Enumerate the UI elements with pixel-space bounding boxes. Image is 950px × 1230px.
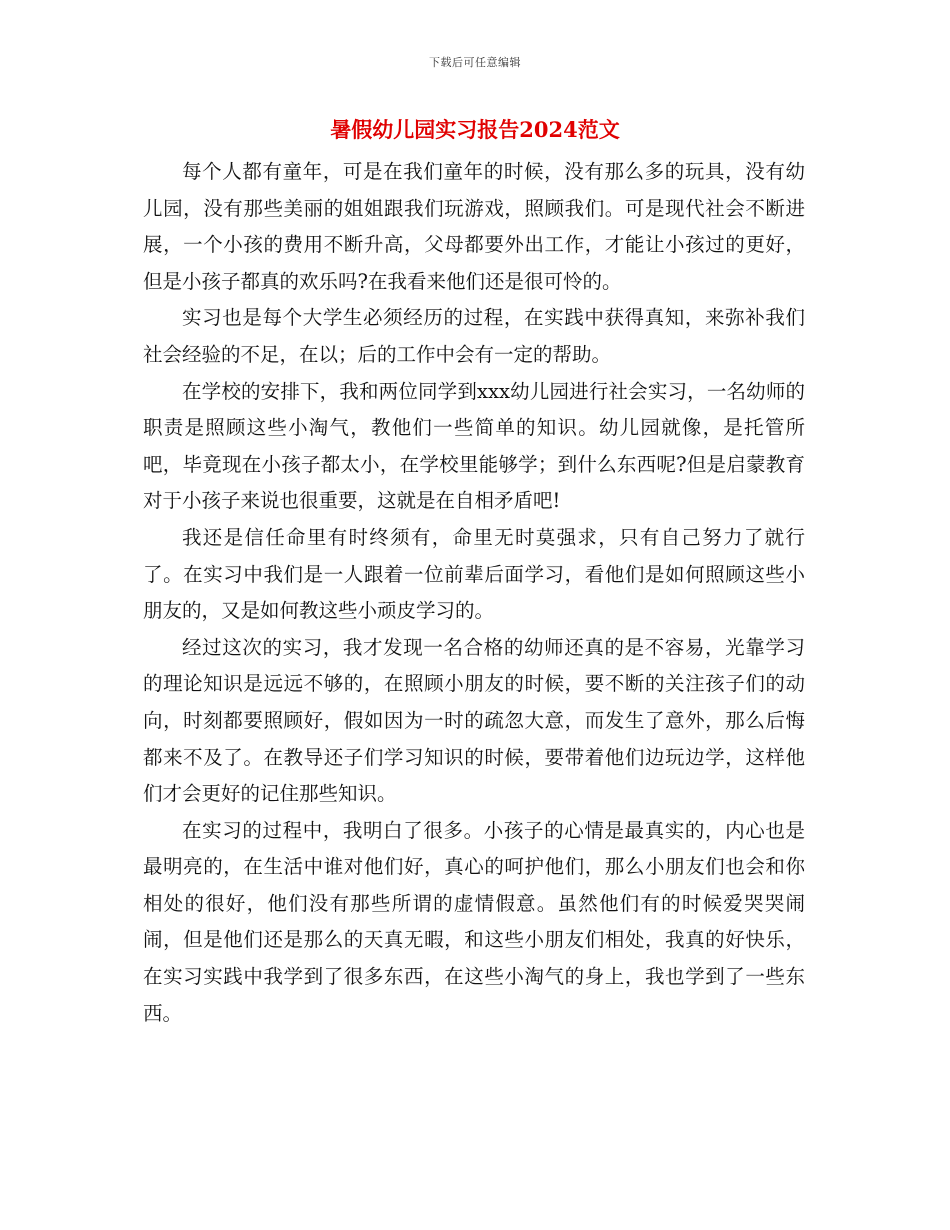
paragraph-2: 实习也是每个大学生必须经历的过程，在实践中获得真知，来弥补我们社会经验的不足，在以；后的工作中会有一定的帮助。 [143,306,805,366]
header-note: 下载后可任意编辑 [429,56,521,69]
paragraph-1: 每个人都有童年，可是在我们童年的时候，没有那么多的玩具，没有幼儿园，没有那些美丽的姐姐跟我们玩游戏，照顾我们。可是现代社会不断进展，一个小孩的费用不断升高，父母都要外出工作，才能让小孩过的更好，但是小孩子都真的欢乐吗?在我看来他们还是很可怜的。 [143,160,805,293]
paragraph-4: 我还是信任命里有时终须有，命里无时莫强求，只有自己努力了就行了。在实习中我们是一人跟着一位前辈后面学习，看他们是如何照顾这些小朋友的，又是如何教这些小顽皮学习的。 [143,525,805,623]
paragraph-3: 在学校的安排下，我和两位同学到xxx幼儿园进行社会实习，一名幼师的职责是照顾这些小淘气，教他们一些简单的知识。幼儿园就像，是托管所吧，毕竟现在小孩子都太小，在学校里能够学；到什么东西呢?但是启蒙教育对于小孩子来说也很重要，这就是在自相矛盾吧! [143,379,805,513]
document-body [143,154,805,1032]
paragraph-5: 经过这次的实习，我才发现一名合格的幼师还真的是不容易，光靠学习的理论知识是远远不够的，在照顾小朋友的时候，要不断的关注孩子们的动向，时刻都要照顾好，假如因为一时的疏忽大意，而发生了意外，那么后悔都来不及了。在教导还子们学习知识的时候，要带着他们边玩边学，这样他们才会更好的记住那些知识。 [143,635,805,806]
paragraph-6: 在实习的过程中，我明白了很多。小孩子的心情是最真实的，内心也是最明亮的，在生活中谁对他们好，真心的呵护他们，那么小朋友们也会和你相处的很好，他们没有那些所谓的虚情假意。虽然他们有的时候爱哭哭闹闹，但是他们还是那么的天真无暇，和这些小朋友们相处，我真的好快乐，在实习实践中我学到了很多东西，在这些小淘气的身上，我也学到了一些东西。 [143,818,805,1025]
document-title: 暑假幼儿园实习报告2024范文 [330,117,620,142]
